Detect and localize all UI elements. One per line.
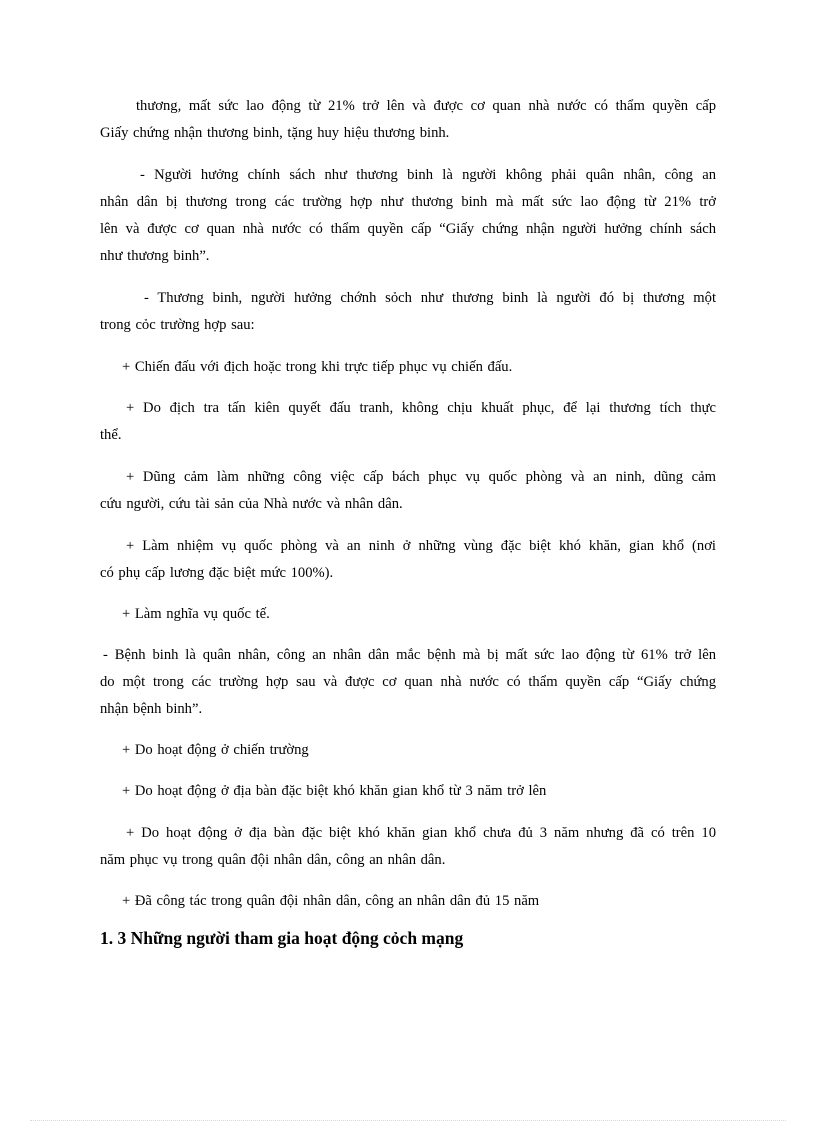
text-line: trong cỏc trường hợp sau:	[100, 317, 255, 333]
paragraph-6	[100, 464, 716, 518]
paragraph-8	[100, 601, 716, 628]
paragraph-11	[100, 778, 716, 805]
paragraph-10	[100, 737, 716, 764]
text-line: năm phục vụ trong quân đội nhân dân, công an nhân dân.	[100, 852, 446, 868]
paragraph-9	[100, 642, 716, 723]
text-line: nhân dân bị thương trong các trường hợp như thương binh mà mất sức lao động từ 21% trở	[100, 194, 716, 210]
text-line: + Chiến đấu với địch hoặc trong khi trực tiếp phục vụ chiến đấu.	[122, 359, 513, 375]
paragraph-2	[100, 162, 716, 270]
text-line: + Đã công tác trong quân đội nhân dân, công an nhân dân đủ 15 năm	[122, 893, 540, 909]
text-line: do một trong các trường hợp sau và được cơ quan nhà nước có thẩm quyền cấp “Giấy chứng	[100, 674, 716, 690]
text-line: thương, mất sức lao động từ 21% trở lên và được cơ quan nhà nước có thẩm quyền cấp	[136, 98, 716, 114]
text-line: + Do địch tra tấn kiên quyết đấu tranh, không chịu khuất phục, để lại thương tích thực	[126, 400, 716, 416]
text-line: lên và được cơ quan nhà nước có thẩm quyền cấp “Giấy chứng nhận người hưởng chính sách	[100, 221, 716, 237]
paragraph-12	[100, 820, 716, 874]
text-line: thể.	[100, 427, 122, 443]
text-line: có phụ cấp lương đặc biệt mức 100%).	[100, 565, 334, 581]
text-line: như thương binh”.	[100, 248, 210, 264]
text-line: - Người hưởng chính sách như thương binh là người không phải quân nhân, công an	[140, 167, 716, 183]
text-line: + Do hoạt động ở địa bàn đặc biệt khó khăn gian khổ từ 3 năm trở lên	[122, 783, 547, 799]
paragraph-7	[100, 533, 716, 587]
paragraph-4	[100, 354, 716, 381]
text-line: + Do hoạt động ở chiến trường	[122, 742, 309, 758]
text-line: + Làm nhiệm vụ quốc phòng và an ninh ở những vùng đặc biệt khó khăn, gian khổ (nơi	[126, 538, 716, 554]
text-line: + Do hoạt động ở địa bàn đặc biệt khó khăn gian khổ chưa đủ 3 năm nhưng đã có trên 10	[126, 825, 716, 841]
page-bottom-divider	[30, 1120, 786, 1121]
text-line: cứu người, cứu tài sản của Nhà nước và nhân dân.	[100, 496, 403, 512]
paragraph-13	[100, 888, 716, 915]
section-heading: 1. 3 Những người tham gia hoạt động cỏch mạng	[100, 928, 464, 948]
text-line: - Bệnh binh là quân nhân, công an nhân dân mắc bệnh mà bị mất sức lao động từ 61% trở lên	[103, 647, 716, 663]
text-line: + Làm nghĩa vụ quốc tế.	[122, 606, 270, 622]
paragraph-3	[100, 285, 716, 339]
text-line: - Thương binh, người hưởng chớnh sỏch như thương binh là người đó bị thương một	[144, 290, 716, 306]
paragraph-1	[100, 93, 716, 147]
text-line: + Dũng cảm làm những công việc cấp bách phục vụ quốc phòng và an ninh, dũng cảm	[126, 469, 716, 485]
text-line: Giấy chứng nhận thương binh, tặng huy hiệu thương binh.	[100, 125, 450, 141]
text-line: nhận bệnh binh”.	[100, 701, 203, 717]
paragraph-5	[100, 395, 716, 449]
